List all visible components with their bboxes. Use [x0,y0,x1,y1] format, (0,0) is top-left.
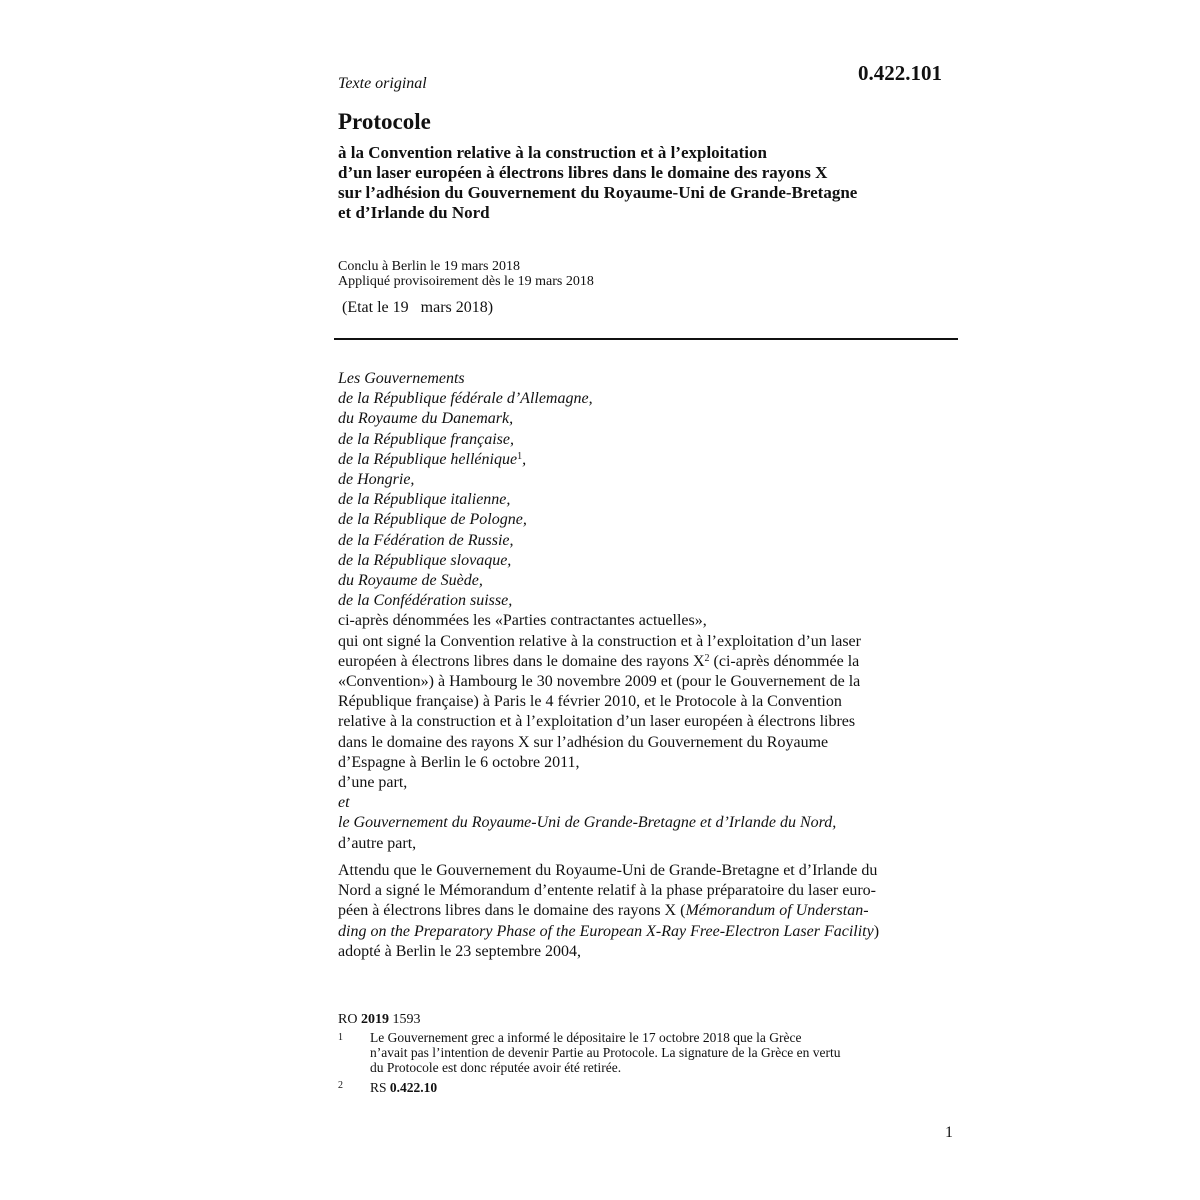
body-line: Attendu que le Gouvernement du Royaume-Uni de Grande-Bretagne et d’Irlande du [338,862,878,879]
ro-year: 2019 [360,1012,389,1027]
body-line: d’une part, [338,774,408,792]
ro-page: 1593 [392,1012,421,1027]
applique-line: Appliqué provisoirement dès le 19 mars 2018 [338,274,594,289]
party-item: de la République slovaque, [338,551,512,569]
parties-intro: Les Gouvernements [338,370,465,387]
ro-prefix: RO [338,1012,358,1027]
party-item: de Hongrie, [338,471,415,489]
body-line-text: européen à électrons libres dans le domaine des rayons X [338,652,705,670]
etat-line: (Etat le 19 mars 2018) [342,299,494,316]
rs-prefix: RS [370,1080,387,1095]
party-item: du Royaume de Suède, [338,572,483,590]
footnote-2-text [370,1080,437,1096]
party-item: de la Confédération suisse, [338,592,513,610]
party-item-text: de la République hellénique [338,450,518,468]
attendu-paragraph [338,861,963,962]
party-item: de la République de Pologne, [338,511,527,529]
party-item: de la République italienne, [338,491,511,509]
rs-reference[interactable]: 0.422.10 [389,1080,438,1095]
footnote-line: du Protocole est donc réputée avoir été retirée. [370,1060,622,1075]
conclu-line: Conclu à Berlin le 19 mars 2018 [338,259,520,274]
body-line: «Convention») à Hambourg le 30 novembre 2009 et (pour le Gouvernement de la [338,673,861,691]
texte-original-label: Texte original [338,75,427,92]
ro-reference [338,1012,420,1028]
footnote-ref-2[interactable]: 2 [704,652,710,664]
header-divider [334,338,958,340]
body-line: Nord a signé le Mémorandum d’entente relatif à la phase préparatoire du laser euro- [338,882,876,900]
document-subtitle [338,143,963,223]
body-line: d’autre part, [338,834,417,852]
body-line-text-italic: Mémorandum of Understan- [685,902,869,920]
subtitle-line: et d’Irlande du Nord [338,203,490,222]
body-line: République française) à Paris le 4 février 2010, et le Protocole à la Convention [338,693,842,711]
party-item: de la Fédération de Russie, [338,531,514,549]
subtitle-line: d’un laser européen à électrons libres dans le domaine des rayons X [338,163,828,182]
footnote-1-number: 1 [338,1032,343,1043]
party-item: de la République française, [338,430,514,448]
footnote-ref-1[interactable]: 1 [517,450,523,462]
subtitle-line: à la Convention relative à la construction et à l’exploitation [338,143,767,162]
body-line: adopté à Berlin le 23 septembre 2004, [338,942,582,960]
party-item: de la République fédérale d’Allemagne, [338,390,593,408]
body-line: qui ont signé la Convention relative à la construction et à l’exploitation d’un laser [338,632,861,650]
body-line [338,652,963,672]
footnote-line: Le Gouvernement grec a informé le dépositaire le 17 octobre 2018 que la Grèce [370,1030,802,1045]
footnote-2-number: 2 [338,1080,343,1091]
body-line [338,901,963,921]
body-line: ci-après dénommées les «Parties contractantes actuelles», [338,612,707,630]
body-line: dans le domaine des rayons X sur l’adhésion du Gouvernement du Royaume [338,733,829,751]
party-uk: le Gouvernement du Royaume-Uni de Grande-Bretagne et d’Irlande du Nord, [338,814,837,832]
party-item-tail: , [522,450,527,468]
document-number: 0.422.101 [858,61,942,85]
footnote-line: n’avait pas l’intention de devenir Partie au Protocole. La signature de la Grèce en vertu [370,1045,841,1060]
conclusion-meta [338,259,594,289]
body-line-et: et [338,794,350,812]
body-line-text: péen à électrons libres dans le domaine des rayons X ( [338,902,686,920]
body-line-text-italic: ding on the Preparatory Phase of the European X-Ray Free-Electron Laser Facility [338,922,874,940]
body-line-text: ) [873,922,880,940]
party-item: du Royaume du Danemark, [338,410,514,428]
preamble-parties [338,369,963,854]
subtitle-line: sur l’adhésion du Gouvernement du Royaume-Uni de Grande-Bretagne [338,183,858,202]
document-title: Protocole [338,109,431,134]
party-item-hellenique [338,450,963,470]
body-line: d’Espagne à Berlin le 6 octobre 2011, [338,753,580,771]
body-line: relative à la construction et à l’exploitation d’un laser européen à électrons libres [338,713,856,731]
footnote-1-text [370,1030,840,1075]
page-number: 1 [945,1124,953,1141]
body-line-text: (ci-après dénommée la [709,652,860,670]
body-line [338,922,963,942]
